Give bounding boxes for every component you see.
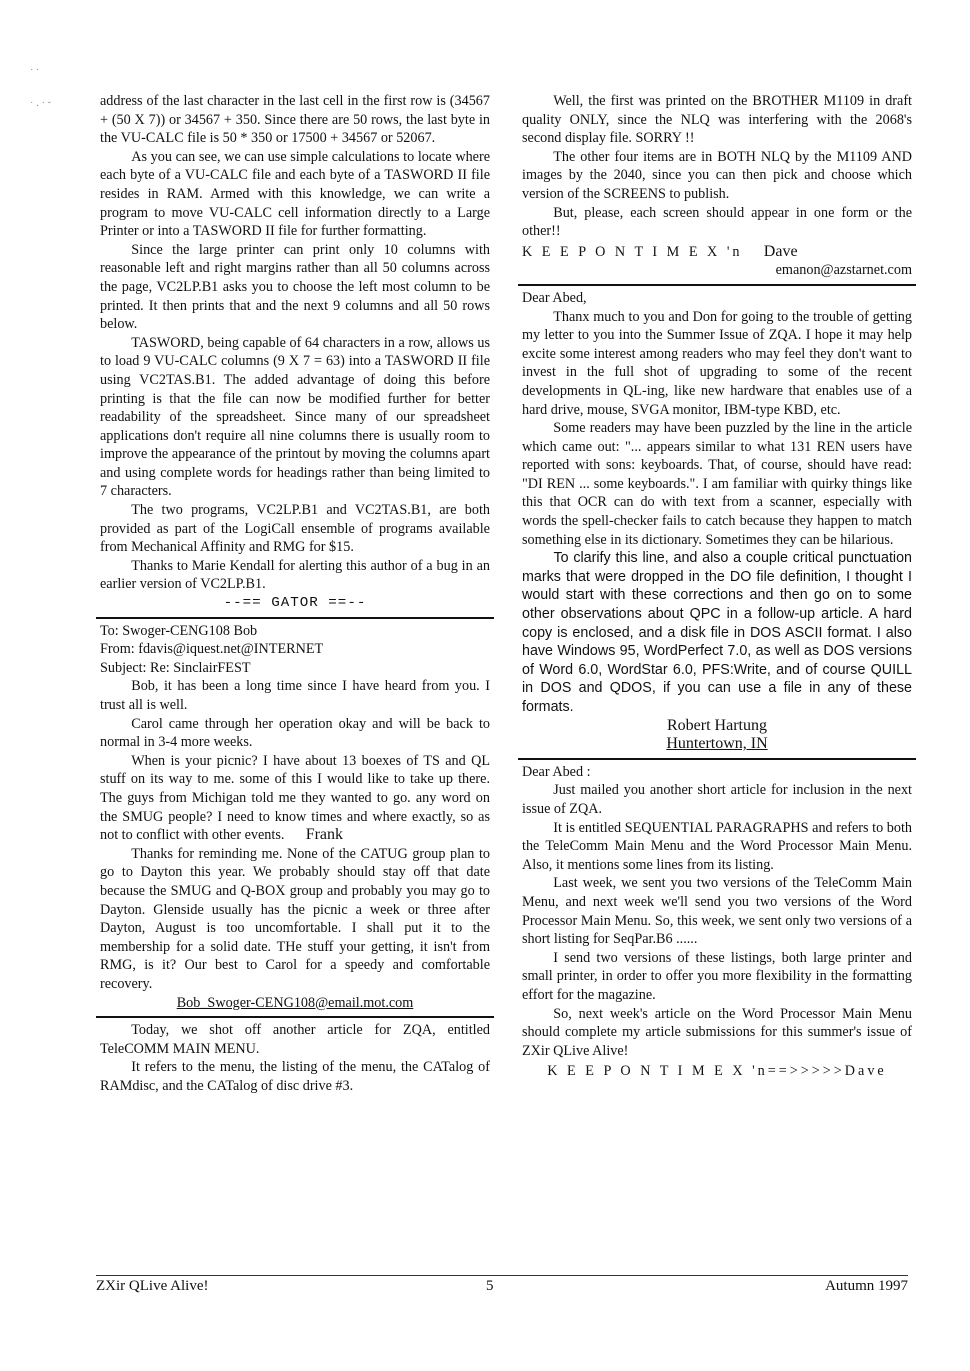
email-address: emanon@azstarnet.com — [775, 262, 912, 279]
salutation: Dear Abed, — [522, 289, 587, 306]
letter-paragraph: To clarify this line, and also a couple critical punctuation marks that were dropped in the DO file definition, I thought I would start with these corrections and then go on to some other observations about QPC in a follow-up article. A hard copy is enclosed, and a disk file in DOS ASCII format. I also have Windows 95, WordPerfect 7.0, as well as DOS versions of Word 6.0, WordStar 6.0, PFS:Write, and of course QUILL in DOS and QDOS, if you can use a file in any of these formats. — [522, 550, 912, 715]
letter-paragraph: Last week, we sent you two versions of the TeleComm Main Menu, and next week we'll send you two versions of the Word Processor Main Menu. So, this week, we sent only two versions of a short listing for SeqPar.B6 ...... — [522, 875, 912, 948]
letter-paragraph: Just mailed you another short article for inclusion in the next issue of ZQA. — [522, 782, 912, 817]
keep-on-timex-closing: K E E P O N T I M E X 'n==>>>>>Dave — [547, 1063, 887, 1080]
email-from: From: fdavis@iquest.net@INTERNET — [100, 641, 324, 658]
letter-paragraph: Some readers may have been puzzled by the line in the article which came out: "... appears similar to what 131 REN users have reported with sons: keyboards. That, of course, should have read: "DI REN ... some keyboards.". I am familiar with quirky things like this that OCR can do with text from a scanner, especially with words the spell-checker fails to catch because they happen to match something else in its dictionary. Sometimes they can be hilarious. — [522, 420, 912, 548]
letter-text: When is your picnic? I have about 13 boexes of TS and QL stuff on its way to me. some of this I would like to take up there. The guys from Michigan told me they wanted to go. any word on the SMUG people? I need to know times and where exactly, so as not to conflict with other events. — [100, 752, 490, 844]
dave-signature: Dave — [763, 242, 798, 260]
letter-paragraph: The other four items are in BOTH NLQ by the M1109 AND images by the 2040, since you can then pick and choose which version of the SCREENS to publish. — [522, 148, 912, 202]
article-paragraph: It refers to the menu, the listing of the menu, the CATalog of RAMdisc, and the CATalog of disc drive #3. — [100, 1059, 490, 1094]
article-paragraph: The two programs, VC2LP.B1 and VC2TAS.B1, are both provided as part of the LogiCall ensemble of programs available from Mechanical Affinity and RMG for $15. — [100, 502, 490, 556]
section-divider — [518, 284, 916, 286]
letter-paragraph: Carol came through her operation okay and will be back to normal in 3-4 more weeks. — [100, 715, 490, 751]
letter-paragraph: I send two versions of these listings, both large printer and small printer, in order to offer you more flexibility in the formatting effort for the magazine. — [522, 949, 912, 1003]
left-column — [100, 92, 490, 1095]
frank-signature: Frank — [305, 826, 344, 844]
scan-specks: ˙ ˙ ˙ · ˙ ˘ — [30, 68, 51, 112]
gator-signature: --== GATOR ==-- — [223, 595, 367, 612]
magazine-title: ZXir QLive Alive! — [96, 1278, 209, 1294]
article-paragraph: address of the last character in the last cell in the first row is (34567 + (50 X 7)) or 34567 + 350. Since there are 50 rows, the last byte in the VU-CALC file is 50 * 350 or 17500 + 34567 or 52067. — [100, 93, 490, 147]
email-subject: Subject: Re: SinclairFEST — [100, 659, 251, 676]
section-divider — [96, 1016, 494, 1018]
issue-date: Autumn 1997 — [825, 1278, 908, 1294]
keep-on-timex: K E E P O N T I M E X 'n — [522, 243, 743, 260]
section-divider — [96, 617, 494, 619]
letter-paragraph: So, next week's article on the Word Processor Main Menu should complete my article submissions for this summer's issue of ZXir QLive Alive! — [522, 1005, 912, 1059]
article-paragraph: Today, we shot off another article for ZQA, entitled TeleCOMM MAIN MENU. — [100, 1022, 490, 1057]
author-location: Huntertown, IN — [666, 735, 768, 753]
page-number: 5 — [486, 1278, 494, 1294]
letter-paragraph: Thanx much to you and Don for going to the trouble of getting my letter to you into the Summer Issue of ZQA. I hope it may help excite some interest among readers who may feel they don't want to invest in the full shot of upgrading to some of the recent developments in QL-ing, like new hardware that enables use of a hard drive, mouse, SVGA monitor, IBM-type KBD, etc. — [522, 308, 912, 418]
bob-signature: Bob_Swoger-CENG108@email.mot.com — [176, 994, 414, 1011]
letter-paragraph: It is entitled SEQUENTIAL PARAGRAPHS and refers to both the TeleComm Main Menu and the Word Processor Main Menu. Also, it mentions some lines from its listing. — [522, 819, 912, 873]
letter-paragraph: Well, the first was printed on the BROTHER M1109 in draft quality ONLY, since the NLQ was interfering with the 2068's second display file. SORRY !! — [522, 93, 912, 147]
email-to: To: Swoger-CENG108 Bob — [100, 622, 258, 639]
article-paragraph: Thanks to Marie Kendall for alerting this author of a bug in an earlier version of VC2LP.B1. — [100, 557, 490, 593]
footer-rule — [96, 1275, 908, 1276]
section-divider — [518, 758, 916, 760]
article-paragraph: TASWORD, being capable of 64 characters in a row, allows us to load 9 VU-CALC columns (9 X 7 = 63) into a TASWORD II file using VC2TAS.B1. The added advantage of doing this before printing is that the file can now be modified further for better readability of the spreadsheet. Since many of our spreadsheet applications don't require all nine columns there is usually room to improve the appearance of the printout by moving the columns apart and using complete words for headings rather than being limited to 7 characters. — [100, 334, 490, 500]
article-paragraph: As you can see, we can use simple calculations to locate where each byte of a VU-CALC file and each byte of a TASWORD II file resides in RAM. Armed with this knowledge, we can write a program to move VU-CALC cell information directly to a Large Printer or into a TASWORD II file for further formatting. — [100, 148, 490, 240]
salutation: Dear Abed : — [522, 763, 591, 780]
letter-paragraph: Bob, it has been a long time since I have heard from you. I trust all is well. — [100, 678, 490, 713]
letter-paragraph — [100, 752, 490, 845]
article-paragraph: Since the large printer can print only 10 columns with reasonable left and right margins rather than all 50 columns across the page, VC2LP.B1 asks you to choose the left most column to be printed. It then prints that and the next 9 columns and all 50 rows below. — [100, 241, 490, 333]
author-name: Robert Hartung — [667, 716, 767, 734]
letter-paragraph: But, please, each screen should appear in one form or the other!! — [522, 204, 912, 240]
right-column — [522, 92, 912, 1081]
keep-on-timex-line — [522, 243, 912, 262]
letter-paragraph: Thanks for reminding me. None of the CATUG group plan to go to Dayton this year. We probably should stay off that date because the SMUG and Q-BOX group and probably you may go to Dayton. Glenside usually has the picnic a week or three after Dayton, August is too uncomfortable. I shall put it to the membership for a solid date. THe stuff your getting, it isn't from RMG, is it? Our best to Carol for a speedy and comfortable recovery. — [100, 845, 490, 992]
